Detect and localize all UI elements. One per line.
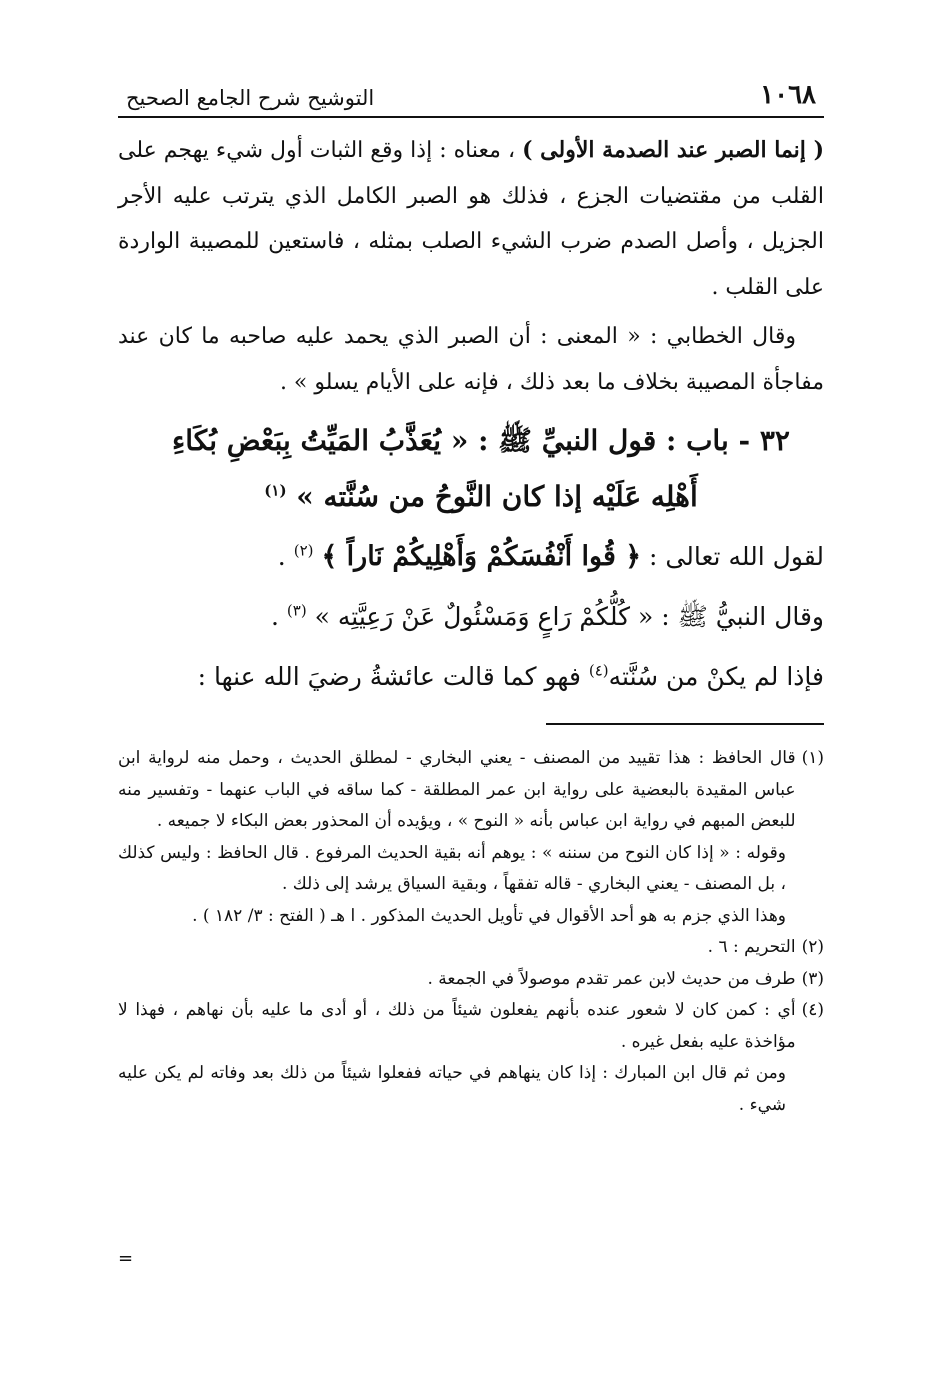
paragraph-1 [118,128,824,310]
footnote-4-number: (٤) [801,1000,824,1020]
footnote-4-continuation: ومن ثم قال ابن المبارك : إذا كان ينهاهم في حياته ففعلوا شيئاً من ذلك بعد وفاته لم يكن عليه شيء . [118,1063,786,1115]
chapter-heading-text: ٣٢ - باب : قول النبيِّ ﷺ : « يُعَذَّبُ المَيِّتُ بِبَعْضِ بُكَاءِ أَهْلِه عَلَيْه إذا كان النَّوحُ من سُنَّته » [172,424,790,513]
hadith-prefix: وقال النبيُّ ﷺ : [653,602,824,631]
paragraph-1-text: ، معناه : إذا وقع الثبات أول شيء يهجم على القلب من مقتضيات الجزع ، فذلك هو الصبر الكامل الذي يترتب عليه الأجر الجزيل ، وأصل الصدم ضرب الشيء الصلب بمثله ، فاستعين للمصيبة الواردة على القلب . [118,138,824,300]
footnote-1-text: قال الحافظ : هذا تقييد من المصنف - يعني البخاري - لمطلق الحديث ، وحمل منه لرواية ابن عباس المقيدة بالبعضية على رواية ابن عمر المطلقة - كما ساقه في الباب عنهما - وتفسير منه للبعض المبهم في رواية ابن عباس بأنه « النوح » ، ويؤيده أن المحذور بعض البكاء لا جميعه . [118,748,796,831]
hadith-end: . [271,602,287,631]
paragraph-2: وقال الخطابي : « المعنى : أن الصبر الذي يحمد عليه صاحبه ما كان عند مفاجأة المصيبة بخلاف ما بعد ذلك ، فإنه على الأيام يسلو » . [118,324,824,395]
verse-end: . [277,542,294,571]
footnote-separator [546,723,824,725]
page-number: ١٠٦٨ [760,80,816,110]
footnote-1-number: (١) [801,748,824,768]
chapter-heading [158,413,804,525]
verse-line [118,527,824,587]
book-page [118,72,824,1121]
footnotes [118,743,824,1121]
footnote-2-text: التحريم : ٦ . [707,937,796,957]
footnote-1 [118,743,824,838]
running-title: التوشيح شرح الجامع الصحيح [126,86,375,110]
footnote-ref-3: (٣) [286,601,307,620]
quran-verse: ﴿ قُوا أَنْفُسَكُمْ وَأَهْلِيكُمْ نَاراً ﴾ [321,541,642,572]
footnote-3-number: (٣) [801,968,824,989]
quoted-hadith-phrase: ( إنما الصبر عند الصدمة الأولى ) [522,137,824,163]
closing-line-start: فإذا لم يكنْ من سُنَّته [608,662,824,691]
footnote-1-continuation-2: وهذا الذي جزم به هو أحد الأقوال في تأويل الحديث المذكور . ا هـ ( الفتح : ٣/ ١٨٢ ) . [192,905,786,926]
hadith-line [118,587,824,647]
verse-prefix: لقول الله تعالى : [641,542,824,571]
footnote-3-text: طرف من حديث لابن عمر تقدم موصولاً في الجمعة . [427,968,796,989]
footnote-2-number: (٢) [801,937,824,957]
footnote-4 [118,995,824,1058]
footnote-ref-4: (٤) [588,661,609,680]
footnote-4-text: أي : كمن كان لا شعور عنده بأنهم يفعلون شيئاً من ذلك ، أو أدى ما عليه بأن نهاهم ، فهذا لا مؤاخذة عليه بفعل غيره . [118,1000,796,1052]
page-header [118,72,824,118]
footnote-2 [118,932,824,964]
footnote-3 [118,964,824,996]
continuation-mark: = [118,1248,134,1269]
closing-line [118,647,824,707]
hadith-text: « كُلُّكُمْ رَاعٍ وَمَسْئُولٌ عَنْ رَعِيَّتِه » [314,602,654,631]
footnote-1-continuation-1: وقوله : « إذا كان النوح من سننه » : يوهم أنه بقية الحديث المرفوع . قال الحافظ : وليس كذلك ، بل المصنف - يعني البخاري - قاله تفقهاً ، وبقية السياق يرشد إلى ذلك . [118,842,786,894]
main-text [118,128,824,707]
footnote-ref-1: (١) [264,481,287,500]
footnote-ref-2: (٢) [293,541,314,560]
closing-line-end: فهو كما قالت عائشةُ رضيَ الله عنها : [197,662,589,691]
